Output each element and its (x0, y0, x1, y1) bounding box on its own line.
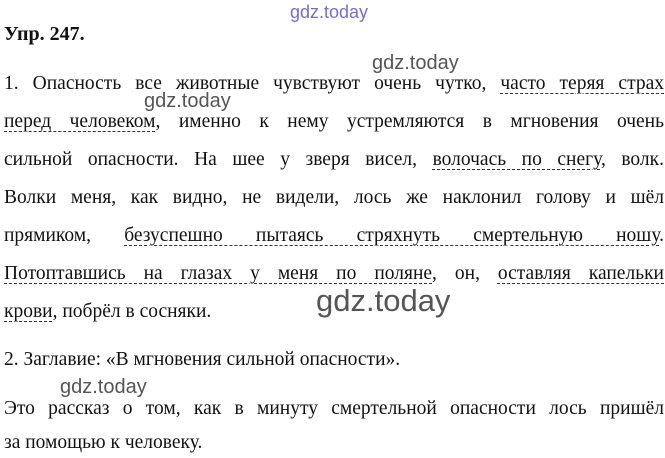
text-segment: . (659, 225, 665, 246)
text-segment: прямиком, (4, 225, 125, 246)
underlined-segment: перед человеком (4, 111, 156, 132)
watermark: gdz.today (372, 52, 459, 74)
text-segment: , волк. (600, 149, 664, 170)
underlined-segment: Потоптавшись на глазах у меня по поляне (4, 263, 433, 284)
text-line-7 (4, 300, 664, 324)
exercise-title: Упр. 247. (4, 23, 85, 45)
text-segment: , побрёл в сосняки. (52, 301, 212, 322)
title-answer-line: 2. Заглавие: «В мгновения сильной опасности». (4, 349, 401, 370)
text-segment: 1. Опасность все животные чувствуют очень чутко, (4, 73, 501, 94)
text-line-2 (4, 110, 664, 134)
watermark: gdz.today (144, 90, 231, 112)
underlined-segment: крови (4, 301, 53, 322)
underlined-segment: часто теряя страх (500, 73, 664, 94)
watermark: gdz.today (290, 2, 369, 22)
text-line-3 (4, 148, 664, 172)
text-line-4: Волки меня, как видно, не видели, лось же наклонил голову и шёл (4, 187, 664, 208)
underlined-segment: волочась по снегу (432, 149, 601, 170)
watermark: gdz.today (316, 283, 451, 318)
text-line-5 (4, 224, 664, 248)
text-segment: , именно к нему устремляются в мгновения очень (155, 111, 664, 132)
summary-line-2: за помощью к человеку. (4, 432, 203, 453)
text-line-1 (4, 72, 664, 96)
summary-line-1: Это рассказ о том, как в минуту смертельной опасности лось пришёл (4, 398, 664, 419)
underlined-segment: оставляя капельки (497, 263, 664, 284)
watermark: gdz.today (60, 376, 147, 398)
text-segment: , он, (432, 263, 498, 284)
text-segment: сильной опасности. На шее у зверя висел, (4, 149, 433, 170)
underlined-segment: безуспешно пытаясь стряхнуть смертельную ношу (124, 225, 660, 246)
